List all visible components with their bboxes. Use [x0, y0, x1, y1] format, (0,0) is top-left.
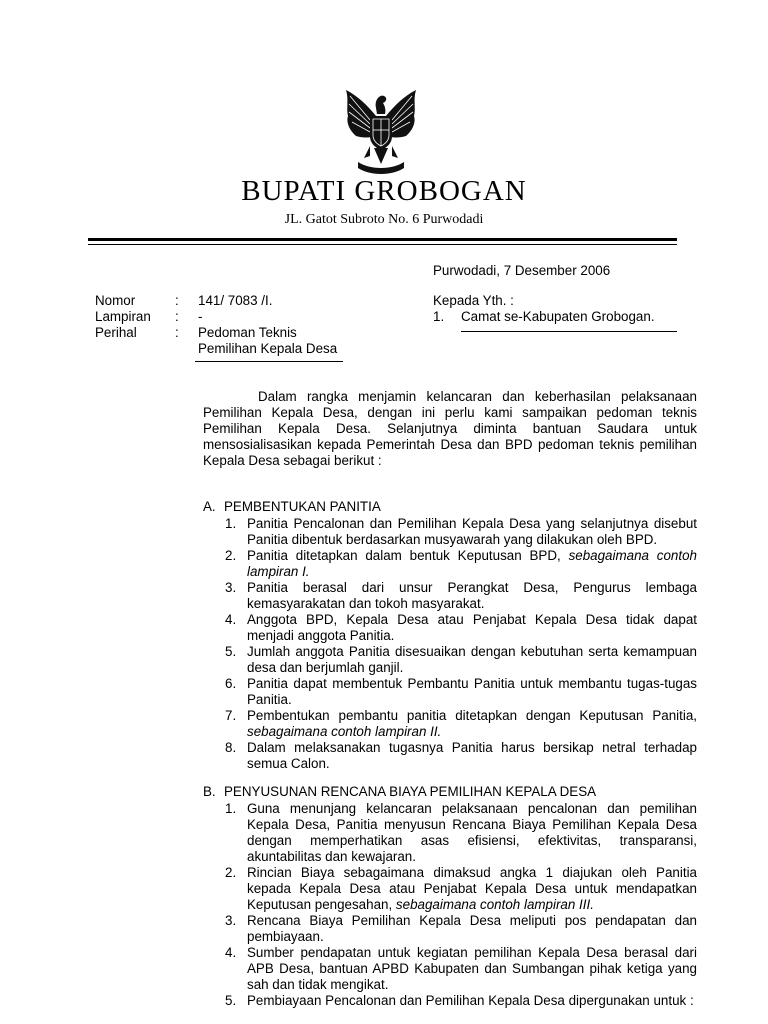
list-item-text	[247, 548, 697, 580]
list-item-number: 5.	[225, 644, 237, 659]
list-item	[203, 740, 697, 772]
list-item-body: Guna menunjang kelancaran pelaksanaan pencalonan dan pemilihan Kepala Desa, Panitia menyusun Rencana Biaya Pemilihan Kepala Desa dengan memperhatikan asas efisiensi, efektivitas, transparansi, akuntabilitas dan kewajaran.	[247, 801, 697, 864]
letter-meta	[95, 293, 348, 357]
section-heading	[203, 784, 697, 800]
list-item-number: 5.	[225, 993, 237, 1008]
section-letter: B.	[203, 784, 216, 799]
list-item	[203, 865, 697, 913]
list-item	[203, 993, 697, 1009]
section-letter: A.	[203, 499, 216, 514]
list-item-number: 4.	[225, 945, 237, 960]
list-item	[203, 516, 697, 548]
list-item-text	[247, 676, 697, 708]
list-item	[203, 676, 697, 708]
list-item-body: Rincian Biaya sebagaimana dimaksud angka 1 diajukan oleh Panitia kepada Kepala Desa atau Penjabat Kepala Desa untuk mendapatkan Keputusan pengesahan,	[247, 865, 697, 912]
list-item-number: 3.	[225, 913, 237, 928]
list-item-text	[247, 580, 697, 612]
recipient-name: Camat se-Kabupaten Grobogan.	[461, 309, 655, 324]
letterhead-rule-thick	[88, 238, 677, 241]
list-item-text	[247, 865, 697, 913]
meta-row-lampiran	[95, 309, 348, 325]
list-item-body: Panitia berasal dari unsur Perangkat Desa, Pengurus lembaga kemasyarakatan dan tokoh masyarakat.	[247, 580, 697, 611]
list-item-text	[247, 644, 697, 676]
recipient-number: 1.	[433, 309, 445, 324]
section-title: PENYUSUNAN RENCANA BIAYA PEMILIHAN KEPALA DESA	[224, 784, 597, 799]
letterhead-rule-thin	[88, 244, 677, 245]
list-item-text	[247, 708, 697, 740]
meta-row-perihal-cont	[95, 341, 348, 357]
list-item-number: 7.	[225, 708, 237, 723]
meta-value: Pemilihan Kepala Desa	[198, 341, 338, 356]
list-item-number: 1.	[225, 801, 237, 816]
meta-value: Pedoman Teknis	[198, 325, 297, 340]
list-item-body: Anggota BPD, Kepala Desa atau Penjabat Kepala Desa tidak dapat menjadi anggota Panitia.	[247, 612, 697, 643]
section-b	[203, 784, 697, 1009]
list-item	[203, 548, 697, 580]
list-item-text	[247, 801, 697, 865]
list-item-text	[247, 945, 697, 993]
recipient-block	[433, 293, 655, 325]
list-item-number: 1.	[225, 516, 237, 531]
letterhead-title: BUPATI GROBOGAN	[241, 175, 527, 207]
meta-colon: :	[175, 293, 179, 308]
list-item-reference: sebagaimana contoh lampiran II.	[247, 724, 442, 739]
list-item-body: Pembentukan pembantu panitia ditetapkan dengan Keputusan Panitia,	[247, 708, 697, 723]
list-item-number: 3.	[225, 580, 237, 595]
list-item-number: 8.	[225, 740, 237, 755]
intro-paragraph	[203, 389, 697, 469]
list-item-number: 4.	[225, 612, 237, 627]
meta-value: -	[198, 309, 203, 324]
meta-colon: :	[175, 325, 179, 340]
list-item	[203, 708, 697, 740]
meta-colon: :	[175, 309, 179, 324]
meta-value: 141/ 7083 /I.	[198, 293, 273, 308]
list-item-text	[247, 740, 697, 772]
list-item-number: 2.	[225, 865, 237, 880]
meta-row-perihal	[95, 325, 348, 341]
list-item-body: Panitia dapat membentuk Pembantu Panitia untuk membantu tugas-tugas Panitia.	[247, 676, 697, 707]
list-item	[203, 644, 697, 676]
recipient-underline	[461, 331, 677, 332]
recipient-heading: Kepada Yth. :	[433, 293, 514, 308]
list-item-number: 2.	[225, 548, 237, 563]
list-item-reference: sebagaimana contoh lampiran I.	[247, 548, 697, 579]
recipient-line	[433, 309, 655, 325]
list-item-number: 6.	[225, 676, 237, 691]
list-item	[203, 945, 697, 993]
meta-key: Perihal	[95, 325, 137, 340]
section-list	[203, 801, 697, 1009]
meta-row-nomor	[95, 293, 348, 309]
section-heading	[203, 499, 697, 515]
list-item-body: Jumlah anggota Panitia disesuaikan dengan kebutuhan serta kemampuan desa dan berjumlah ganjil.	[247, 644, 697, 675]
section-list	[203, 516, 697, 772]
list-item-body: Sumber pendapatan untuk kegiatan pemilihan Kepala Desa berasal dari APB Desa, bantuan APBD Kabupaten dan Sumbangan pihak ketiga yang sah dan tidak mengikat.	[247, 945, 697, 992]
list-item-body: Dalam melaksanakan tugasnya Panitia harus bersikap netral terhadap semua Calon.	[247, 740, 697, 771]
list-item	[203, 913, 697, 945]
list-item-text	[247, 993, 697, 1009]
list-item-body: Panitia Pencalonan dan Pemilihan Kepala Desa yang selanjutnya disebut Panitia dibentuk berdasarkan musyawarah yang dilakukan oleh BPD.	[247, 516, 697, 547]
list-item	[203, 612, 697, 644]
list-item-text	[247, 913, 697, 945]
place-date: Purwodadi, 7 Desember 2006	[433, 263, 611, 278]
section-title: PEMBENTUKAN PANITIA	[224, 499, 381, 514]
list-item-reference: sebagaimana contoh lampiran III.	[395, 897, 594, 912]
meta-key	[95, 341, 175, 357]
list-item	[203, 580, 697, 612]
list-item-text	[247, 516, 697, 548]
list-item-body: Pembiayaan Pencalonan dan Pemilihan Kepala Desa dipergunakan untuk :	[247, 993, 694, 1008]
list-item	[203, 801, 697, 865]
letterhead-address: JL. Gatot Subroto No. 6 Purwodadi	[284, 212, 484, 227]
list-item-body: Rencana Biaya Pemilihan Kepala Desa meliputi pos pendapatan dan pembiayaan.	[247, 913, 697, 944]
perihal-underline	[195, 361, 343, 362]
garuda-emblem-icon	[340, 86, 422, 176]
list-item-body: Panitia ditetapkan dalam bentuk Keputusan BPD,	[247, 548, 569, 563]
meta-key: Nomor	[95, 293, 136, 308]
meta-key: Lampiran	[95, 309, 151, 324]
section-a	[203, 499, 697, 772]
intro-text: Dalam rangka menjamin kelancaran dan keberhasilan pelaksanaan Pemilihan Kepala Desa, dengan ini perlu kami sampaikan pedoman teknis Pemilihan Kepala Desa. Selanjutnya diminta bantuan Saudara untuk mensosialisasikan kepada Pemerintah Desa dan BPD pedoman teknis pemilihan Kepala Desa sebagai berikut :	[203, 389, 697, 468]
list-item-text	[247, 612, 697, 644]
meta-colon	[175, 341, 198, 357]
